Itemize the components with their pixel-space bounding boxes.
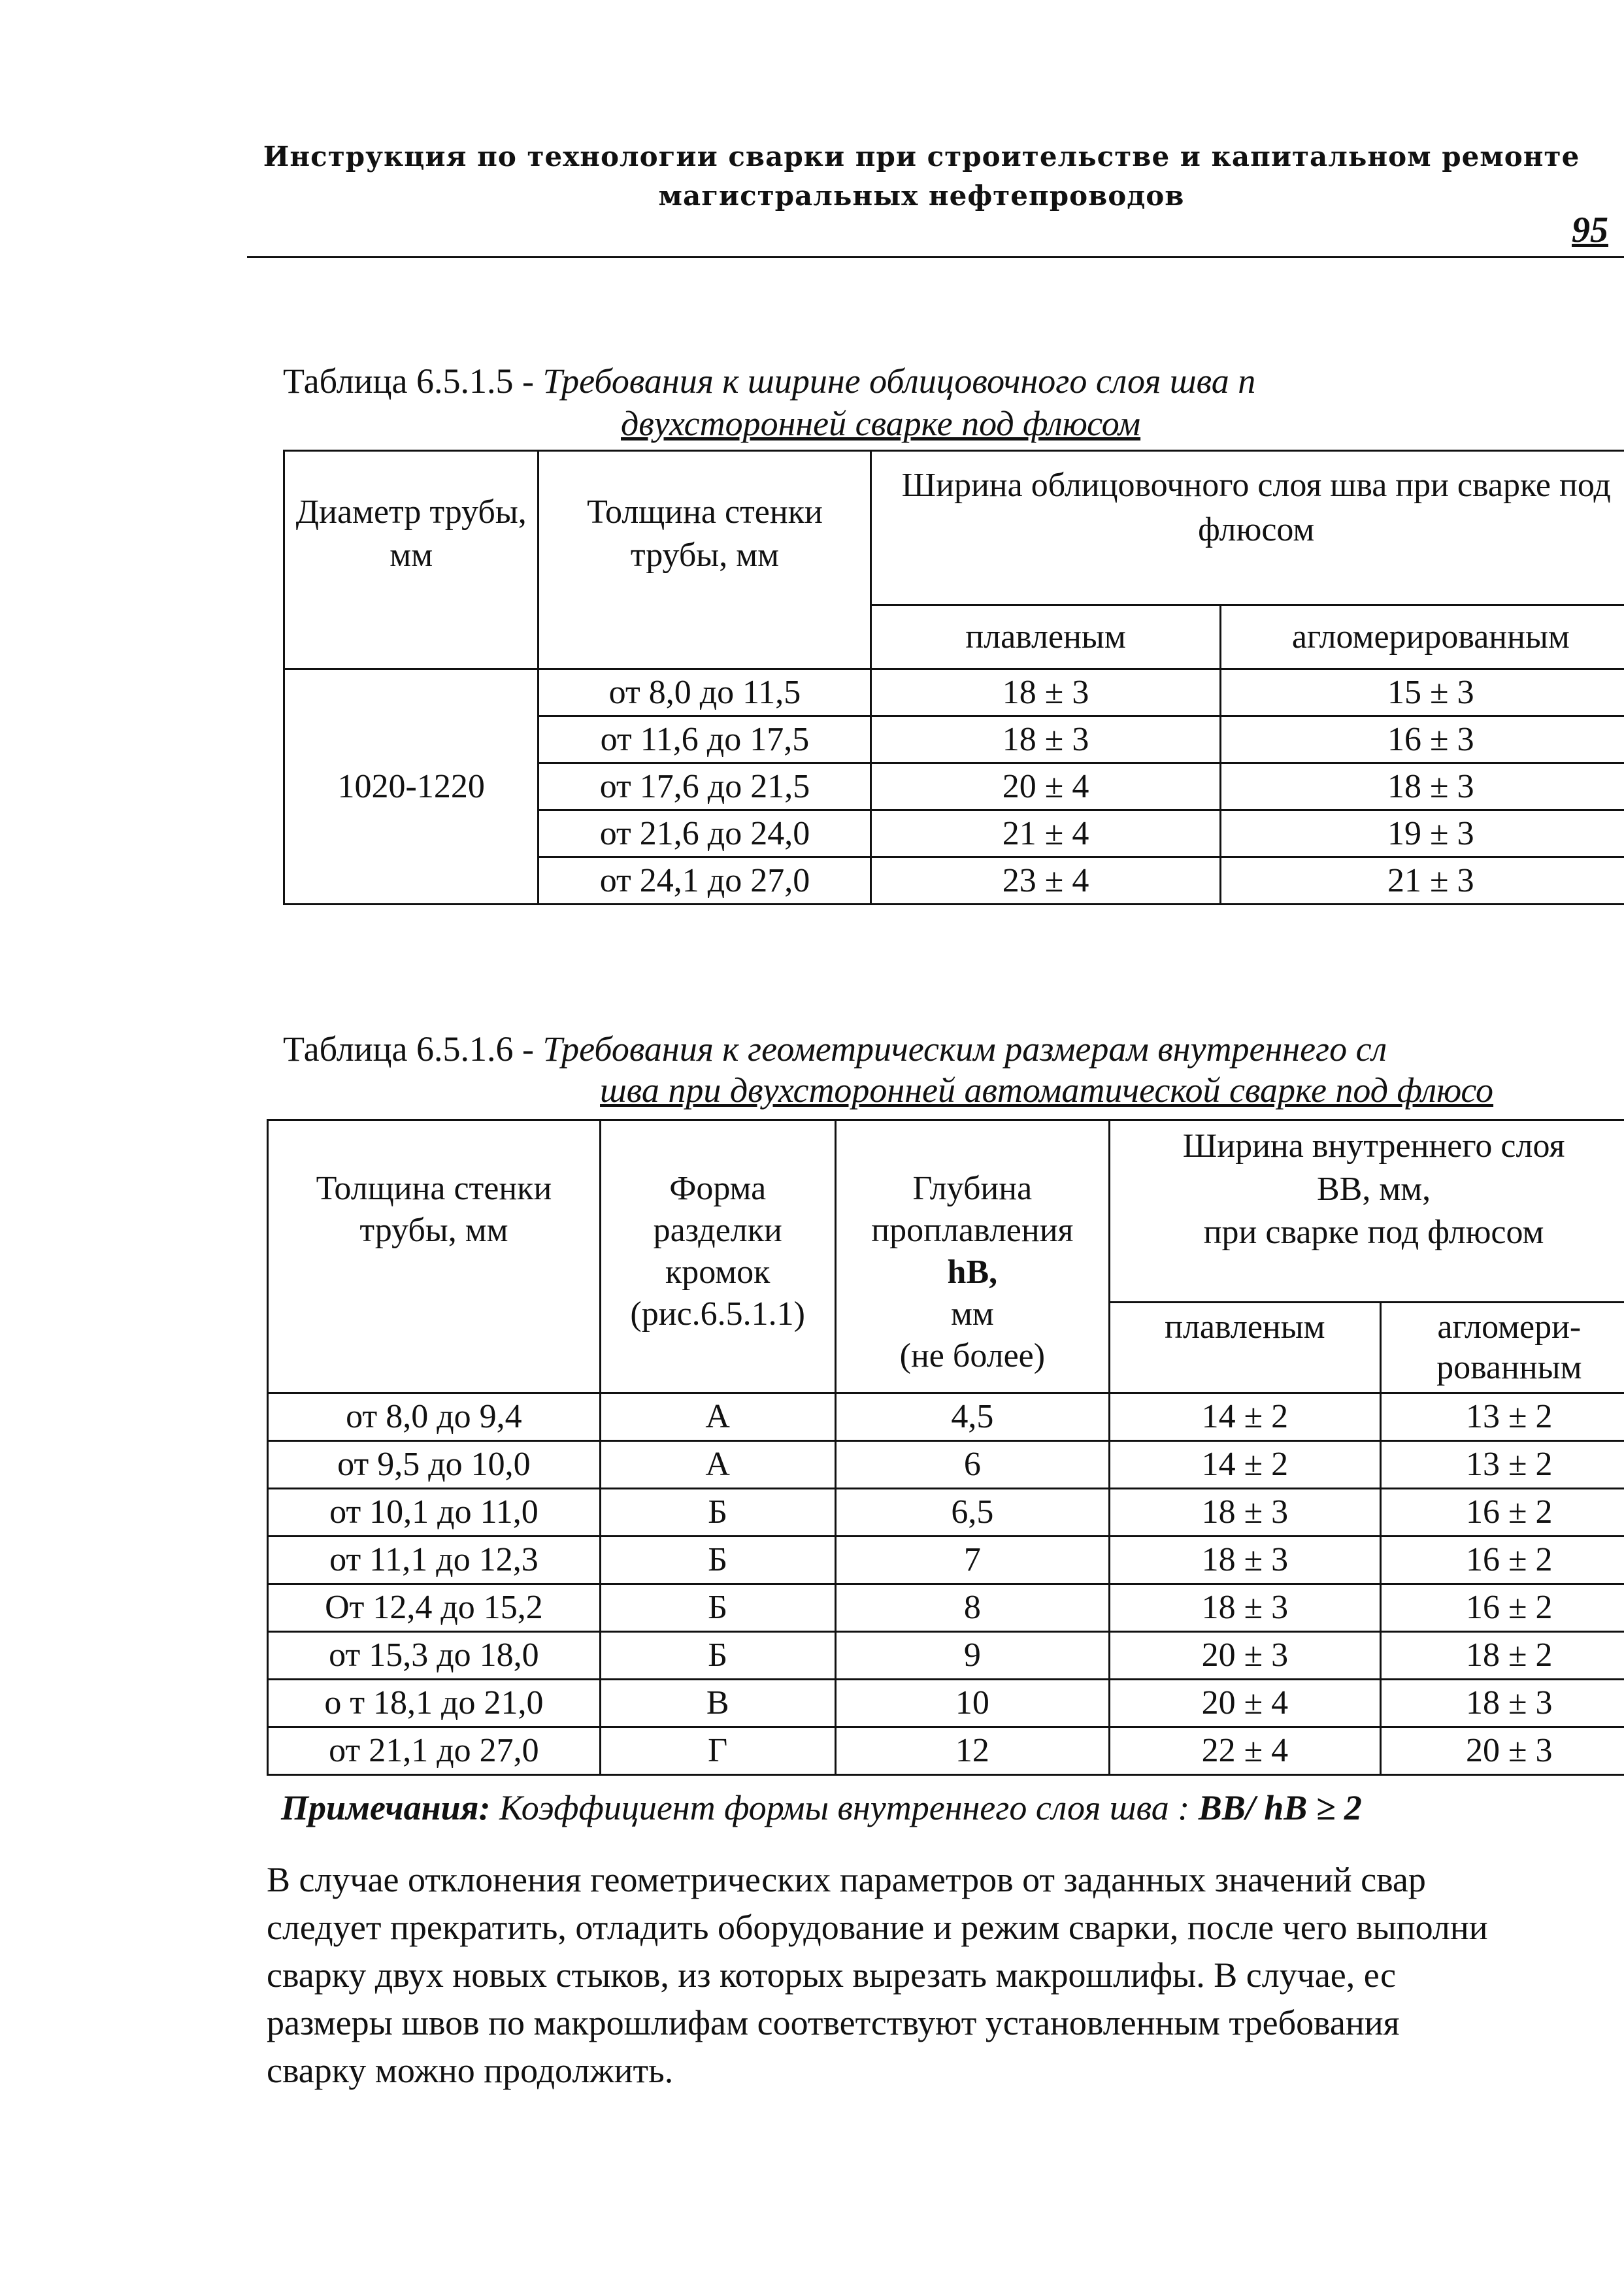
t2-col-depth-l4: мм bbox=[950, 1295, 994, 1333]
t2-col-form-l1: Форма bbox=[669, 1170, 767, 1207]
t2-cell-form: Б bbox=[600, 1632, 835, 1680]
t2-cell-thickness: от 15,3 до 18,0 bbox=[268, 1632, 601, 1680]
paragraph-line-5: сварку можно продолжить. bbox=[267, 2051, 674, 2090]
table-row bbox=[268, 1727, 1624, 1775]
table1 bbox=[283, 450, 1624, 905]
t2-cell-thickness: от 8,0 до 9,4 bbox=[268, 1393, 601, 1441]
table2-title-line2: шва при двухсторонней автоматической сварке под флюсо bbox=[600, 1071, 1494, 1110]
t2-col-form-l3: кромок bbox=[665, 1254, 771, 1291]
t2-cell-depth: 6,5 bbox=[835, 1489, 1110, 1537]
paragraph-line-1: В случае отклонения геометрических параметров от заданных значений свар bbox=[267, 1860, 1426, 1899]
note-formula: BB/ hB ≥ 2 bbox=[1198, 1788, 1362, 1827]
t2-cell-agglomerated: 18 ± 2 bbox=[1380, 1632, 1624, 1680]
t2-cell-agglomerated: 16 ± 2 bbox=[1380, 1489, 1624, 1537]
t2-cell-depth: 6 bbox=[835, 1441, 1110, 1489]
t1-cell-agglomerated: 15 ± 3 bbox=[1220, 669, 1624, 716]
t2-cell-fused: 18 ± 3 bbox=[1110, 1489, 1380, 1537]
t2-col-width bbox=[1110, 1120, 1624, 1303]
t2-cell-depth: 10 bbox=[835, 1680, 1110, 1727]
table-row bbox=[268, 1393, 1624, 1441]
table-row bbox=[268, 1632, 1624, 1680]
t2-col-aggl-l2: рованным bbox=[1436, 1349, 1582, 1386]
t2-cell-form: Б bbox=[600, 1489, 835, 1537]
t2-cell-agglomerated: 16 ± 2 bbox=[1380, 1584, 1624, 1632]
t1-cell-fused: 18 ± 3 bbox=[871, 669, 1220, 716]
t2-col-form-l2: разделки bbox=[653, 1212, 782, 1249]
t2-col-form-l4: (рис.6.5.1.1) bbox=[630, 1295, 805, 1333]
t2-cell-agglomerated: 13 ± 2 bbox=[1380, 1441, 1624, 1489]
table-row bbox=[268, 1584, 1624, 1632]
note-label: Примечания: bbox=[281, 1788, 491, 1827]
t2-cell-fused: 20 ± 3 bbox=[1110, 1632, 1380, 1680]
t2-cell-agglomerated: 13 ± 2 bbox=[1380, 1393, 1624, 1441]
t1-cell-agglomerated: 19 ± 3 bbox=[1220, 810, 1624, 857]
header-line-2: магистральных нефтепроводов bbox=[658, 180, 1185, 212]
paragraph-line-4: размеры швов по макрошлифам соответствуют установленным требования bbox=[267, 2003, 1400, 2042]
t2-cell-thickness: от 21,1 до 27,0 bbox=[268, 1727, 601, 1775]
t2-col-width-l1: Ширина внутреннего слоя bbox=[1182, 1127, 1565, 1165]
t1-col-diameter: Диаметр трубы, мм bbox=[284, 451, 539, 669]
t2-cell-fused: 20 ± 4 bbox=[1110, 1680, 1380, 1727]
paragraph-line-2: следует прекратить, отладить оборудование и режим сварки, после чего выполни bbox=[267, 1908, 1488, 1947]
t2-cell-form: А bbox=[600, 1393, 835, 1441]
t2-cell-fused: 14 ± 2 bbox=[1110, 1441, 1380, 1489]
table1-title-line1: Требования к ширине облицовочного слоя шва п bbox=[542, 361, 1256, 401]
t2-col-thickness: Толщина стенки трубы, мм bbox=[268, 1120, 601, 1393]
t2-col-fused: плавленым bbox=[1110, 1303, 1380, 1393]
t1-cell-thickness: от 17,6 до 21,5 bbox=[539, 763, 871, 810]
t1-col-fused: плавленым bbox=[871, 605, 1220, 669]
t2-col-depth bbox=[835, 1120, 1110, 1393]
t2-col-form bbox=[600, 1120, 835, 1393]
t2-col-depth-l5: (не более) bbox=[899, 1337, 1046, 1374]
t1-col-thickness: Толщина стенки трубы, мм bbox=[539, 451, 871, 669]
t2-cell-fused: 22 ± 4 bbox=[1110, 1727, 1380, 1775]
header-divider bbox=[247, 256, 1624, 258]
t2-cell-thickness: от 10,1 до 11,0 bbox=[268, 1489, 601, 1537]
t2-cell-form: Г bbox=[600, 1727, 835, 1775]
t1-cell-thickness: от 11,6 до 17,5 bbox=[539, 716, 871, 763]
t2-cell-fused: 14 ± 2 bbox=[1110, 1393, 1380, 1441]
t1-cell-fused: 21 ± 4 bbox=[871, 810, 1220, 857]
t2-col-depth-l2: проплавления bbox=[871, 1212, 1074, 1249]
table2 bbox=[267, 1119, 1624, 1776]
table1-title-line2: двухсторонней сварке под флюсом bbox=[621, 404, 1141, 443]
t2-cell-form: А bbox=[600, 1441, 835, 1489]
t2-cell-depth: 9 bbox=[835, 1632, 1110, 1680]
table2-title-line1: Требования к геометрическим размерам внутреннего сл bbox=[542, 1029, 1387, 1069]
table-row bbox=[268, 1680, 1624, 1727]
t2-col-depth-l3: hB, bbox=[947, 1254, 998, 1291]
t1-cell-agglomerated: 18 ± 3 bbox=[1220, 763, 1624, 810]
t2-cell-thickness: от 11,1 до 12,3 bbox=[268, 1537, 601, 1584]
table2-label: Таблица 6.5.1.6 - bbox=[283, 1029, 534, 1069]
t1-cell-thickness: от 21,6 до 24,0 bbox=[539, 810, 871, 857]
t2-cell-depth: 8 bbox=[835, 1584, 1110, 1632]
t1-cell-thickness: от 8,0 до 11,5 bbox=[539, 669, 871, 716]
table-row bbox=[268, 1537, 1624, 1584]
header-line-1: Инструкция по технологии сварки при строительстве и капитальном ремонте bbox=[263, 141, 1580, 173]
t1-cell-thickness: от 24,1 до 27,0 bbox=[539, 857, 871, 905]
t2-cell-form: Б bbox=[600, 1537, 835, 1584]
t2-cell-agglomerated: 18 ± 3 bbox=[1380, 1680, 1624, 1727]
t2-cell-thickness: От 12,4 до 15,2 bbox=[268, 1584, 601, 1632]
table2-note bbox=[281, 1787, 1362, 1828]
t1-col-width: Ширина облицовочного слоя шва при сварке под флюсом bbox=[871, 451, 1624, 605]
t2-cell-form: В bbox=[600, 1680, 835, 1727]
table1-label: Таблица 6.5.1.5 - bbox=[283, 361, 534, 401]
table-row bbox=[284, 669, 1624, 716]
t2-cell-depth: 12 bbox=[835, 1727, 1110, 1775]
page-number: 95 bbox=[1572, 210, 1608, 250]
table-row bbox=[268, 1489, 1624, 1537]
t2-cell-agglomerated: 20 ± 3 bbox=[1380, 1727, 1624, 1775]
t2-cell-fused: 18 ± 3 bbox=[1110, 1537, 1380, 1584]
t2-cell-thickness: от 9,5 до 10,0 bbox=[268, 1441, 601, 1489]
t2-cell-depth: 7 bbox=[835, 1537, 1110, 1584]
note-text: Коэффициент формы внутреннего слоя шва : bbox=[499, 1788, 1190, 1827]
t1-cell-fused: 18 ± 3 bbox=[871, 716, 1220, 763]
document-header bbox=[248, 137, 1595, 216]
t1-cell-fused: 23 ± 4 bbox=[871, 857, 1220, 905]
t2-cell-depth: 4,5 bbox=[835, 1393, 1110, 1441]
table-row bbox=[268, 1441, 1624, 1489]
t2-col-agglomerated bbox=[1380, 1303, 1624, 1393]
t1-diameter-value: 1020-1220 bbox=[284, 669, 539, 905]
t1-cell-agglomerated: 16 ± 3 bbox=[1220, 716, 1624, 763]
table2-caption bbox=[283, 1026, 1387, 1072]
t2-cell-form: Б bbox=[600, 1584, 835, 1632]
t2-col-width-l2: BB, мм, bbox=[1316, 1171, 1431, 1208]
body-paragraph bbox=[267, 1856, 1624, 2095]
t2-cell-agglomerated: 16 ± 2 bbox=[1380, 1537, 1624, 1584]
t2-cell-thickness: о т 18,1 до 21,0 bbox=[268, 1680, 601, 1727]
t2-col-width-l3: при сварке под флюсом bbox=[1203, 1214, 1544, 1251]
t2-cell-fused: 18 ± 3 bbox=[1110, 1584, 1380, 1632]
t2-col-aggl-l1: агломери- bbox=[1437, 1308, 1582, 1346]
paragraph-line-3: сварку двух новых стыков, из которых вырезать макрошлифы. В случае, ес bbox=[267, 1955, 1397, 1995]
t2-col-depth-l1: Глубина bbox=[912, 1170, 1033, 1207]
t1-col-agglomerated: агломерированным bbox=[1220, 605, 1624, 669]
t1-cell-fused: 20 ± 4 bbox=[871, 763, 1220, 810]
table1-caption bbox=[283, 358, 1255, 404]
t1-cell-agglomerated: 21 ± 3 bbox=[1220, 857, 1624, 905]
